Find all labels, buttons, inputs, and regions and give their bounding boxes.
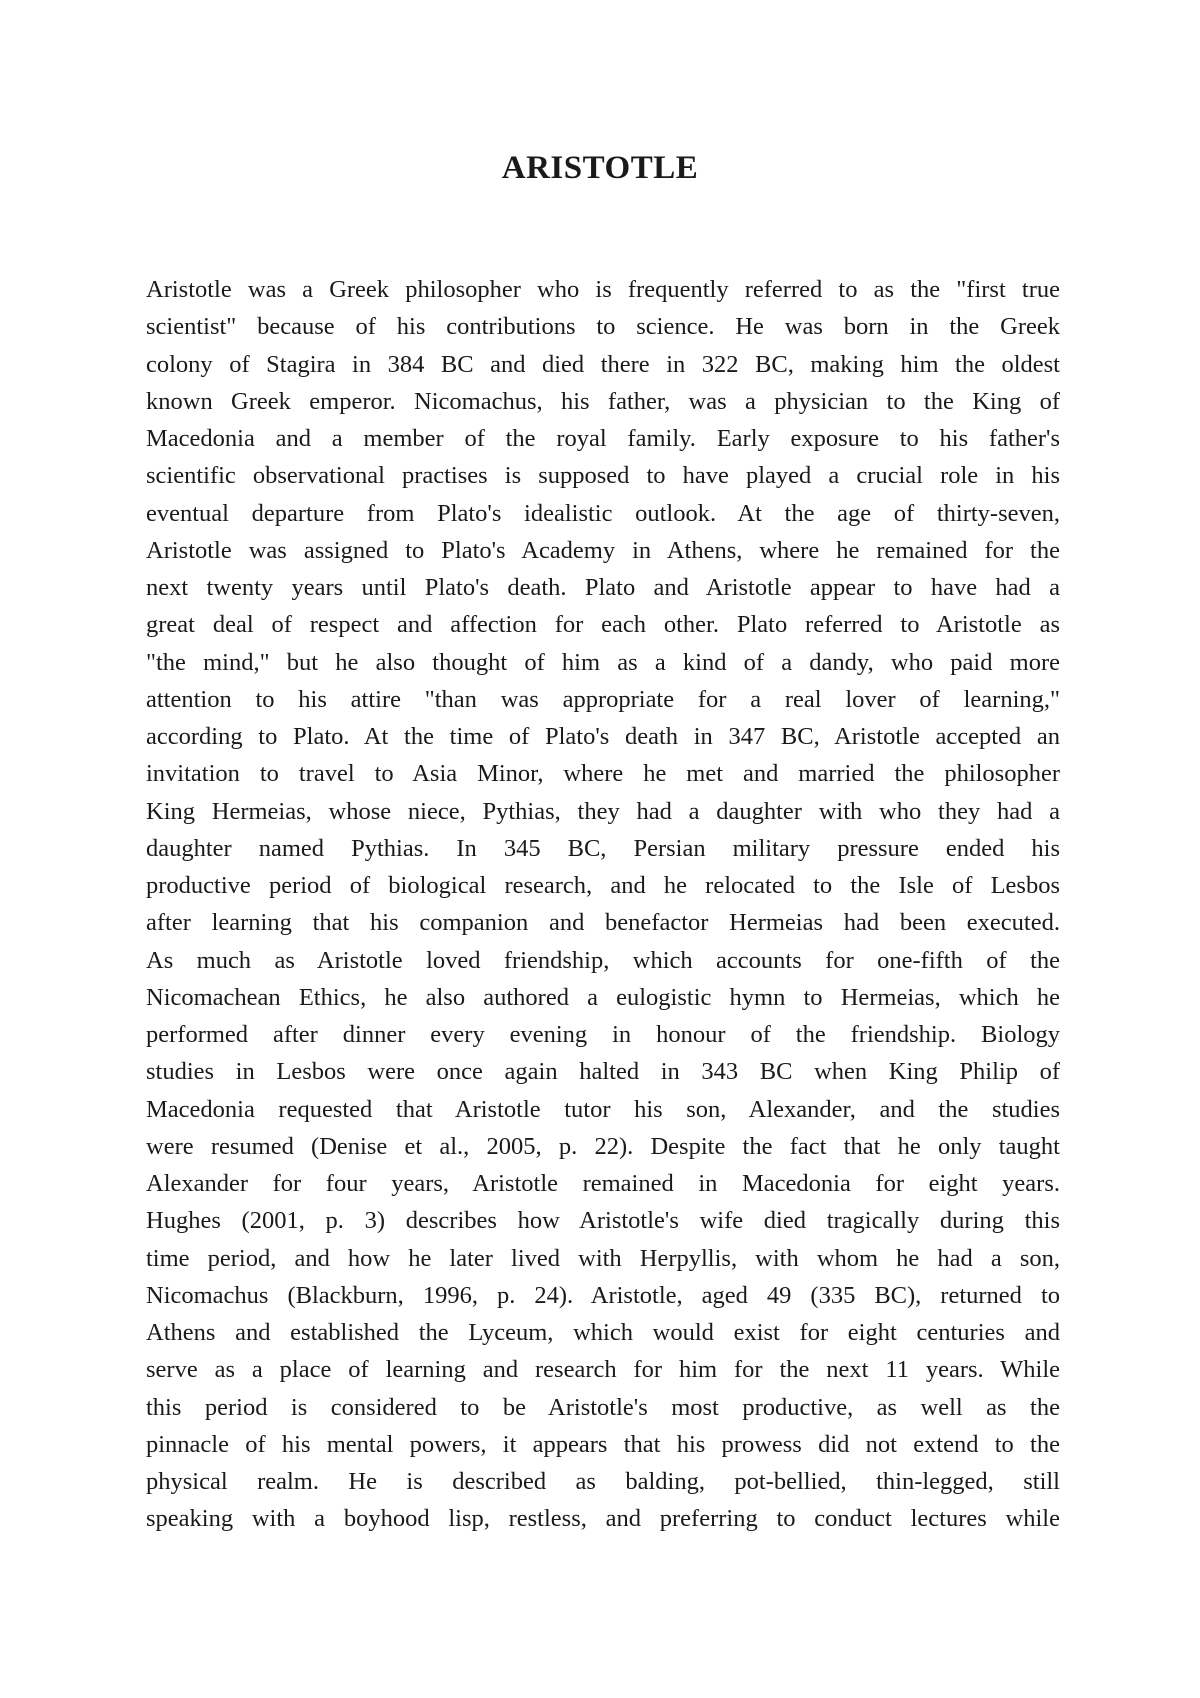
text-line: performed after dinner every evening in honour of the friendship. Biology (146, 1021, 1060, 1048)
text-line: according to Plato. At the time of Plato's death in 347 BC, Aristotle accepted an (146, 723, 1060, 750)
text-line: after learning that his companion and benefactor Hermeias had been executed. (146, 909, 1060, 937)
text-line: pinnacle of his mental powers, it appears that his prowess did not extend to the (146, 1430, 1060, 1458)
text-line: King Hermeias, whose niece, Pythias, they had a daughter with who they had a (146, 797, 1060, 825)
text-line: Hughes (2001, p. 3) describes how Aristotle's wife died tragically during this (146, 1207, 1060, 1235)
text-line: Aristotle was a Greek philosopher who is frequently referred to as the "first true (146, 276, 1060, 303)
text-line: were resumed (Denise et al., 2005, p. 22). Despite the fact that he only taught (146, 1132, 1060, 1160)
text-line: colony of Stagira in 384 BC and died there in 322 BC, making him the oldest (146, 350, 1060, 378)
text-line: next twenty years until Plato's death. Plato and Aristotle appear to have had a (146, 574, 1060, 601)
text-line: speaking with a boyhood lisp, restless, and preferring to conduct lectures while (146, 1505, 1060, 1533)
text-line: time period, and how he later lived with Herpyllis, with whom he had a son, (146, 1244, 1060, 1272)
text-line: invitation to travel to Asia Minor, where he met and married the philosopher (146, 760, 1060, 788)
text-line: Athens and established the Lyceum, which would exist for eight centuries and (146, 1319, 1060, 1346)
text-line: serve as a place of learning and research for him for the next 11 years. While (146, 1356, 1060, 1384)
text-line: "the mind," but he also thought of him as a kind of a dandy, who paid more (146, 648, 1060, 676)
text-line: studies in Lesbos were once again halted in 343 BC when King Philip of (146, 1058, 1060, 1086)
text-line: this period is considered to be Aristotle's most productive, as well as the (146, 1393, 1060, 1421)
text-line: attention to his attire "than was appropriate for a real lover of learning," (146, 685, 1060, 713)
text-line: As much as Aristotle loved friendship, which accounts for one-fifth of the (146, 946, 1060, 974)
text-line: known Greek emperor. Nicomachus, his father, was a physician to the King of (146, 387, 1060, 415)
document-title: ARISTOTLE (501, 150, 699, 186)
text-line: Nicomachus (Blackburn, 1996, p. 24). Aristotle, aged 49 (335 BC), returned to (146, 1281, 1060, 1309)
text-line: physical realm. He is described as balding, pot-bellied, thin-legged, still (146, 1468, 1060, 1495)
text-line: Aristotle was assigned to Plato's Academy in Athens, where he remained for the (146, 536, 1060, 564)
text-line: scientist" because of his contributions to science. He was born in the Greek (146, 313, 1060, 341)
text-line: Nicomachean Ethics, he also authored a eulogistic hymn to Hermeias, which he (146, 983, 1060, 1011)
text-line: daughter named Pythias. In 345 BC, Persian military pressure ended his (146, 834, 1060, 862)
text-line: Macedonia requested that Aristotle tutor his son, Alexander, and the studies (146, 1095, 1060, 1123)
text-line: scientific observational practises is supposed to have played a crucial role in his (146, 462, 1060, 490)
body-paragraph (146, 271, 1060, 1538)
text-line: Macedonia and a member of the royal family. Early exposure to his father's (146, 425, 1060, 452)
text-line: eventual departure from Plato's idealistic outlook. At the age of thirty-seven, (146, 499, 1060, 527)
text-line: great deal of respect and affection for each other. Plato referred to Aristotle as (146, 611, 1060, 639)
text-line: productive period of biological research, and he relocated to the Isle of Lesbos (146, 872, 1060, 899)
text-line: Alexander for four years, Aristotle remained in Macedonia for eight years. (146, 1170, 1060, 1197)
